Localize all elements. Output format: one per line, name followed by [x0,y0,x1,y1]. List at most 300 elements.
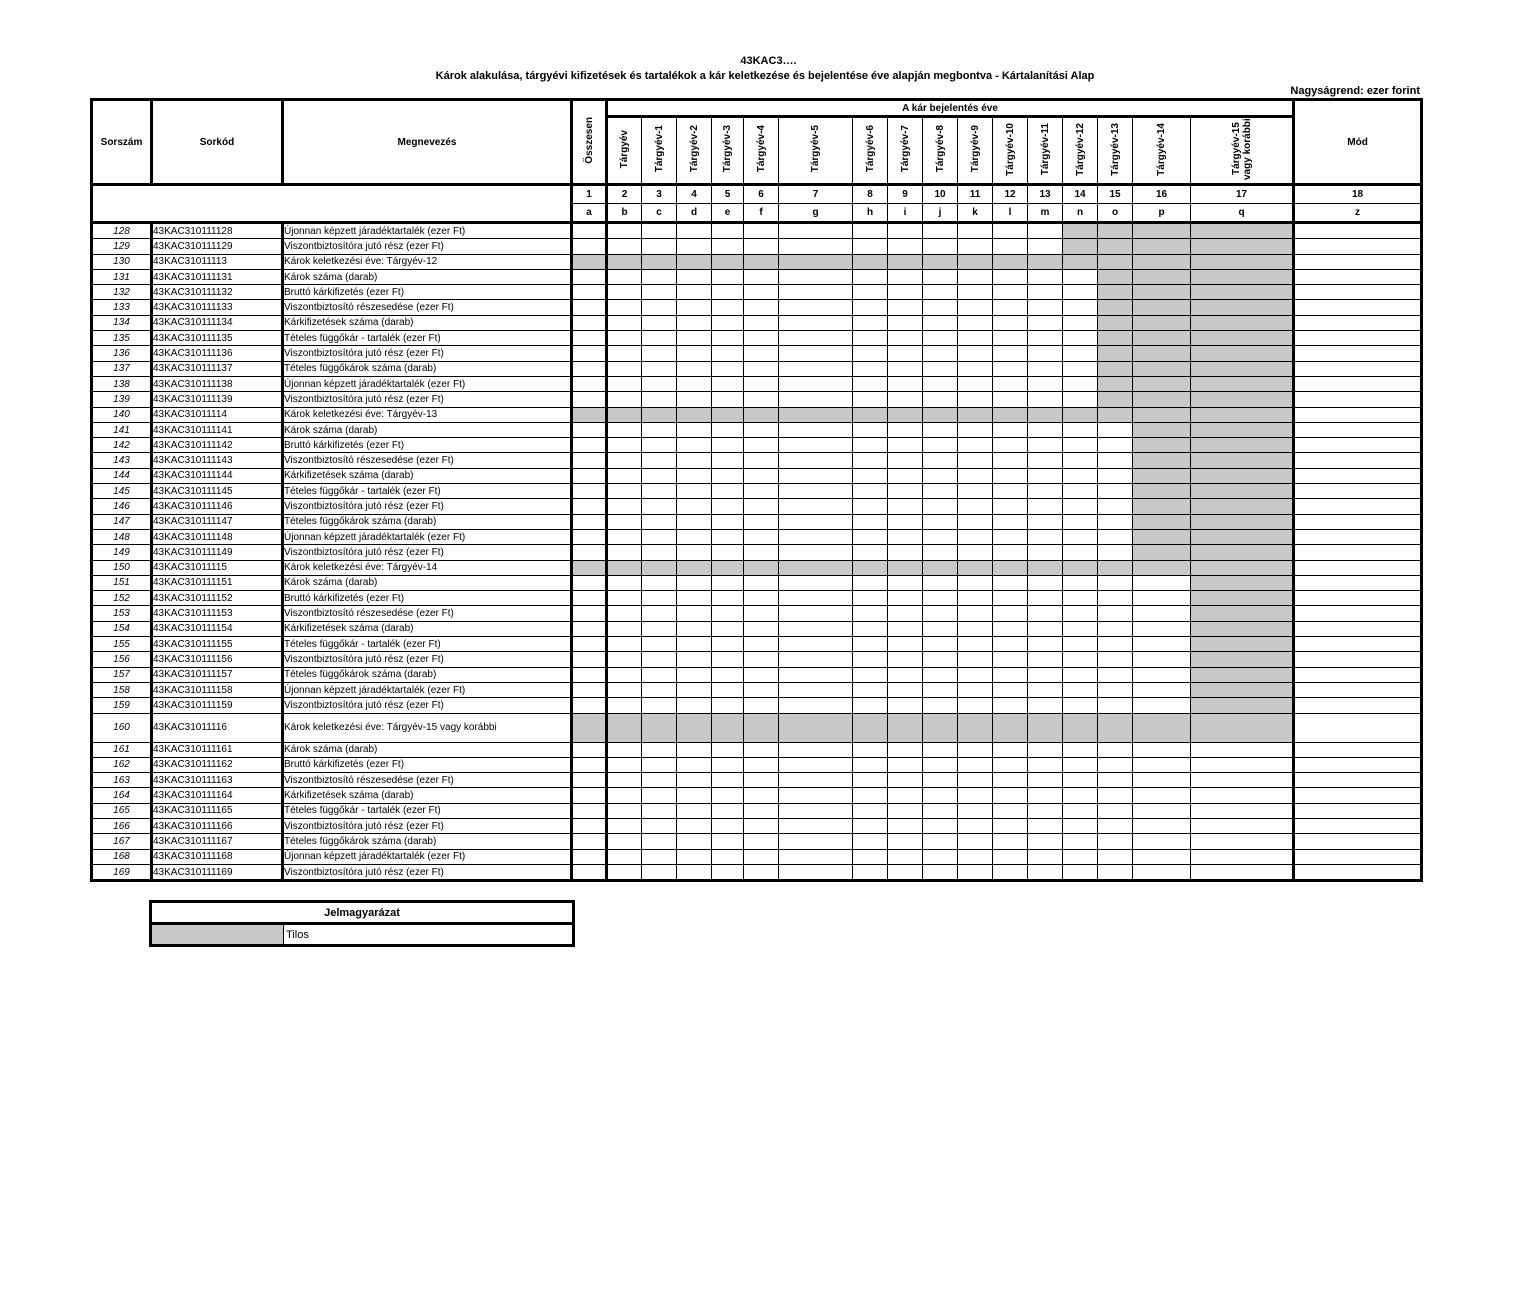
data-cell[interactable] [677,269,712,284]
data-cell[interactable] [993,652,1028,667]
data-cell[interactable] [607,315,642,330]
data-cell[interactable] [1098,849,1133,864]
data-cell[interactable] [888,346,923,361]
data-cell[interactable] [572,468,607,483]
data-cell[interactable] [1294,803,1422,818]
data-cell[interactable] [744,239,779,254]
data-cell[interactable] [888,223,923,239]
data-cell[interactable] [1098,606,1133,621]
data-cell[interactable] [1063,773,1098,788]
data-cell[interactable] [712,514,744,529]
data-cell[interactable] [712,422,744,437]
data-cell[interactable] [744,453,779,468]
data-cell[interactable] [1098,422,1133,437]
data-cell[interactable] [1063,529,1098,544]
data-cell[interactable] [923,682,958,697]
data-cell[interactable] [744,331,779,346]
data-cell[interactable] [744,698,779,713]
data-cell[interactable] [712,223,744,239]
data-cell[interactable] [744,376,779,391]
data-cell[interactable] [779,545,853,560]
data-cell[interactable] [607,300,642,315]
data-cell[interactable] [1063,849,1098,864]
data-cell[interactable] [1028,803,1063,818]
data-cell[interactable] [1028,346,1063,361]
data-cell[interactable] [572,621,607,636]
data-cell[interactable] [677,361,712,376]
data-cell[interactable] [607,864,642,880]
data-cell[interactable] [779,864,853,880]
data-cell[interactable] [853,849,888,864]
data-cell[interactable] [779,331,853,346]
data-cell[interactable] [1098,757,1133,772]
data-cell[interactable] [642,621,677,636]
data-cell[interactable] [642,392,677,407]
data-cell[interactable] [642,667,677,682]
data-cell[interactable] [677,667,712,682]
data-cell[interactable] [853,773,888,788]
data-cell[interactable] [779,438,853,453]
data-cell[interactable] [744,468,779,483]
data-cell[interactable] [1063,591,1098,606]
data-cell[interactable] [1063,742,1098,757]
data-cell[interactable] [779,682,853,697]
data-cell[interactable] [1063,637,1098,652]
data-cell[interactable] [958,803,993,818]
data-cell[interactable] [1063,438,1098,453]
data-cell[interactable] [1191,773,1294,788]
data-cell[interactable] [923,637,958,652]
data-cell[interactable] [642,742,677,757]
data-cell[interactable] [853,818,888,833]
data-cell[interactable] [744,545,779,560]
data-cell[interactable] [677,468,712,483]
data-cell[interactable] [779,285,853,300]
data-cell[interactable] [1028,223,1063,239]
data-cell[interactable] [1294,818,1422,833]
data-cell[interactable] [607,285,642,300]
data-cell[interactable] [888,682,923,697]
data-cell[interactable] [853,499,888,514]
data-cell[interactable] [642,545,677,560]
data-cell[interactable] [923,849,958,864]
data-cell[interactable] [993,637,1028,652]
data-cell[interactable] [923,484,958,499]
data-cell[interactable] [1028,499,1063,514]
data-cell[interactable] [1294,742,1422,757]
data-cell[interactable] [642,315,677,330]
data-cell[interactable] [853,803,888,818]
data-cell[interactable] [1294,223,1422,239]
data-cell[interactable] [744,499,779,514]
data-cell[interactable] [993,239,1028,254]
data-cell[interactable] [642,834,677,849]
data-cell[interactable] [779,834,853,849]
data-cell[interactable] [712,361,744,376]
data-cell[interactable] [712,682,744,697]
data-cell[interactable] [888,606,923,621]
data-cell[interactable] [958,864,993,880]
data-cell[interactable] [993,300,1028,315]
data-cell[interactable] [853,468,888,483]
data-cell[interactable] [1028,742,1063,757]
data-cell[interactable] [1028,484,1063,499]
data-cell[interactable] [677,545,712,560]
data-cell[interactable] [888,331,923,346]
data-cell[interactable] [1063,315,1098,330]
data-cell[interactable] [1028,285,1063,300]
data-cell[interactable] [607,438,642,453]
data-cell[interactable] [572,652,607,667]
data-cell[interactable] [607,269,642,284]
data-cell[interactable] [1133,667,1191,682]
data-cell[interactable] [923,818,958,833]
data-cell[interactable] [853,285,888,300]
data-cell[interactable] [642,849,677,864]
data-cell[interactable] [1098,742,1133,757]
data-cell[interactable] [1098,667,1133,682]
data-cell[interactable] [677,300,712,315]
data-cell[interactable] [779,346,853,361]
data-cell[interactable] [1028,788,1063,803]
data-cell[interactable] [1063,468,1098,483]
data-cell[interactable] [572,453,607,468]
data-cell[interactable] [853,315,888,330]
data-cell[interactable] [888,315,923,330]
data-cell[interactable] [779,575,853,590]
data-cell[interactable] [607,637,642,652]
data-cell[interactable] [958,285,993,300]
data-cell[interactable] [923,834,958,849]
data-cell[interactable] [712,346,744,361]
data-cell[interactable] [607,529,642,544]
data-cell[interactable] [607,652,642,667]
data-cell[interactable] [779,468,853,483]
data-cell[interactable] [993,514,1028,529]
data-cell[interactable] [1133,834,1191,849]
data-cell[interactable] [1294,621,1422,636]
data-cell[interactable] [744,773,779,788]
data-cell[interactable] [1063,300,1098,315]
data-cell[interactable] [572,849,607,864]
data-cell[interactable] [993,468,1028,483]
data-cell[interactable] [744,223,779,239]
data-cell[interactable] [888,637,923,652]
data-cell[interactable] [607,606,642,621]
data-cell[interactable] [572,773,607,788]
data-cell[interactable] [1028,864,1063,880]
data-cell[interactable] [888,514,923,529]
data-cell[interactable] [677,529,712,544]
data-cell[interactable] [1098,818,1133,833]
data-cell[interactable] [853,698,888,713]
data-cell[interactable] [572,376,607,391]
data-cell[interactable] [642,757,677,772]
data-cell[interactable] [1294,834,1422,849]
data-cell[interactable] [958,757,993,772]
data-cell[interactable] [993,453,1028,468]
data-cell[interactable] [1098,621,1133,636]
data-cell[interactable] [1133,698,1191,713]
data-cell[interactable] [642,575,677,590]
data-cell[interactable] [712,438,744,453]
data-cell[interactable] [1098,803,1133,818]
data-cell[interactable] [993,529,1028,544]
data-cell[interactable] [677,682,712,697]
data-cell[interactable] [744,606,779,621]
data-cell[interactable] [1063,331,1098,346]
data-cell[interactable] [1063,346,1098,361]
data-cell[interactable] [923,376,958,391]
data-cell[interactable] [572,315,607,330]
data-cell[interactable] [993,499,1028,514]
data-cell[interactable] [779,484,853,499]
data-cell[interactable] [712,757,744,772]
data-cell[interactable] [642,484,677,499]
data-cell[interactable] [712,392,744,407]
data-cell[interactable] [888,484,923,499]
data-cell[interactable] [712,637,744,652]
data-cell[interactable] [1294,300,1422,315]
data-cell[interactable] [1294,376,1422,391]
data-cell[interactable] [923,346,958,361]
data-cell[interactable] [1028,392,1063,407]
data-cell[interactable] [993,484,1028,499]
data-cell[interactable] [853,300,888,315]
data-cell[interactable] [607,788,642,803]
data-cell[interactable] [923,591,958,606]
data-cell[interactable] [1028,331,1063,346]
data-cell[interactable] [958,239,993,254]
data-cell[interactable] [1028,773,1063,788]
data-cell[interactable] [1028,682,1063,697]
data-cell[interactable] [779,422,853,437]
data-cell[interactable] [1063,788,1098,803]
data-cell[interactable] [712,849,744,864]
data-cell[interactable] [1294,269,1422,284]
data-cell[interactable] [744,667,779,682]
data-cell[interactable] [712,315,744,330]
data-cell[interactable] [1133,606,1191,621]
data-cell[interactable] [888,818,923,833]
data-cell[interactable] [779,315,853,330]
data-cell[interactable] [1191,849,1294,864]
data-cell[interactable] [958,223,993,239]
data-cell[interactable] [642,803,677,818]
data-cell[interactable] [1098,773,1133,788]
data-cell[interactable] [853,621,888,636]
data-cell[interactable] [923,667,958,682]
data-cell[interactable] [923,392,958,407]
data-cell[interactable] [888,742,923,757]
data-cell[interactable] [642,499,677,514]
data-cell[interactable] [677,818,712,833]
data-cell[interactable] [993,438,1028,453]
data-cell[interactable] [1028,834,1063,849]
data-cell[interactable] [993,591,1028,606]
data-cell[interactable] [1028,514,1063,529]
data-cell[interactable] [1294,637,1422,652]
data-cell[interactable] [607,239,642,254]
data-cell[interactable] [993,788,1028,803]
data-cell[interactable] [1294,239,1422,254]
data-cell[interactable] [888,667,923,682]
data-cell[interactable] [958,331,993,346]
data-cell[interactable] [1028,438,1063,453]
data-cell[interactable] [923,788,958,803]
data-cell[interactable] [642,529,677,544]
data-cell[interactable] [923,269,958,284]
data-cell[interactable] [958,773,993,788]
data-cell[interactable] [993,545,1028,560]
data-cell[interactable] [677,788,712,803]
data-cell[interactable] [923,438,958,453]
data-cell[interactable] [744,757,779,772]
data-cell[interactable] [572,575,607,590]
data-cell[interactable] [888,757,923,772]
data-cell[interactable] [744,849,779,864]
data-cell[interactable] [1098,575,1133,590]
data-cell[interactable] [1098,484,1133,499]
data-cell[interactable] [1133,575,1191,590]
data-cell[interactable] [1028,315,1063,330]
data-cell[interactable] [642,346,677,361]
data-cell[interactable] [853,438,888,453]
data-cell[interactable] [779,514,853,529]
data-cell[interactable] [677,803,712,818]
data-cell[interactable] [1294,652,1422,667]
data-cell[interactable] [1098,438,1133,453]
data-cell[interactable] [958,315,993,330]
data-cell[interactable] [993,682,1028,697]
data-cell[interactable] [572,803,607,818]
data-cell[interactable] [779,392,853,407]
data-cell[interactable] [642,606,677,621]
data-cell[interactable] [744,621,779,636]
data-cell[interactable] [888,788,923,803]
data-cell[interactable] [923,864,958,880]
data-cell[interactable] [1063,667,1098,682]
data-cell[interactable] [1133,849,1191,864]
data-cell[interactable] [1063,682,1098,697]
data-cell[interactable] [779,652,853,667]
data-cell[interactable] [1294,422,1422,437]
data-cell[interactable] [888,652,923,667]
data-cell[interactable] [642,698,677,713]
data-cell[interactable] [572,392,607,407]
data-cell[interactable] [1294,606,1422,621]
data-cell[interactable] [677,652,712,667]
data-cell[interactable] [1028,361,1063,376]
data-cell[interactable] [607,223,642,239]
data-cell[interactable] [993,575,1028,590]
data-cell[interactable] [1294,757,1422,772]
data-cell[interactable] [1133,864,1191,880]
data-cell[interactable] [677,773,712,788]
data-cell[interactable] [1133,591,1191,606]
data-cell[interactable] [993,269,1028,284]
data-cell[interactable] [607,591,642,606]
data-cell[interactable] [779,453,853,468]
data-cell[interactable] [712,742,744,757]
data-cell[interactable] [572,682,607,697]
data-cell[interactable] [677,698,712,713]
data-cell[interactable] [993,864,1028,880]
data-cell[interactable] [744,438,779,453]
data-cell[interactable] [572,499,607,514]
data-cell[interactable] [607,376,642,391]
data-cell[interactable] [923,621,958,636]
data-cell[interactable] [958,591,993,606]
data-cell[interactable] [572,484,607,499]
data-cell[interactable] [888,773,923,788]
data-cell[interactable] [853,239,888,254]
data-cell[interactable] [888,529,923,544]
data-cell[interactable] [779,376,853,391]
data-cell[interactable] [642,331,677,346]
data-cell[interactable] [607,575,642,590]
data-cell[interactable] [1294,682,1422,697]
data-cell[interactable] [993,392,1028,407]
data-cell[interactable] [572,818,607,833]
data-cell[interactable] [779,773,853,788]
data-cell[interactable] [853,392,888,407]
data-cell[interactable] [642,788,677,803]
data-cell[interactable] [1098,682,1133,697]
data-cell[interactable] [853,331,888,346]
data-cell[interactable] [958,422,993,437]
data-cell[interactable] [1133,773,1191,788]
data-cell[interactable] [1294,407,1422,422]
data-cell[interactable] [993,849,1028,864]
data-cell[interactable] [1028,468,1063,483]
data-cell[interactable] [712,606,744,621]
data-cell[interactable] [1133,621,1191,636]
data-cell[interactable] [607,422,642,437]
data-cell[interactable] [888,239,923,254]
data-cell[interactable] [744,484,779,499]
data-cell[interactable] [958,499,993,514]
data-cell[interactable] [607,484,642,499]
data-cell[interactable] [958,376,993,391]
data-cell[interactable] [1133,682,1191,697]
data-cell[interactable] [923,652,958,667]
data-cell[interactable] [712,545,744,560]
data-cell[interactable] [677,757,712,772]
data-cell[interactable] [853,269,888,284]
data-cell[interactable] [677,484,712,499]
data-cell[interactable] [712,773,744,788]
data-cell[interactable] [1294,514,1422,529]
data-cell[interactable] [1063,621,1098,636]
data-cell[interactable] [1294,698,1422,713]
data-cell[interactable] [1294,484,1422,499]
data-cell[interactable] [1294,713,1422,742]
data-cell[interactable] [1063,652,1098,667]
data-cell[interactable] [712,591,744,606]
data-cell[interactable] [572,788,607,803]
data-cell[interactable] [1028,591,1063,606]
data-cell[interactable] [923,545,958,560]
data-cell[interactable] [958,834,993,849]
data-cell[interactable] [958,849,993,864]
data-cell[interactable] [572,529,607,544]
data-cell[interactable] [853,788,888,803]
data-cell[interactable] [1098,864,1133,880]
data-cell[interactable] [888,591,923,606]
data-cell[interactable] [744,346,779,361]
data-cell[interactable] [1063,514,1098,529]
